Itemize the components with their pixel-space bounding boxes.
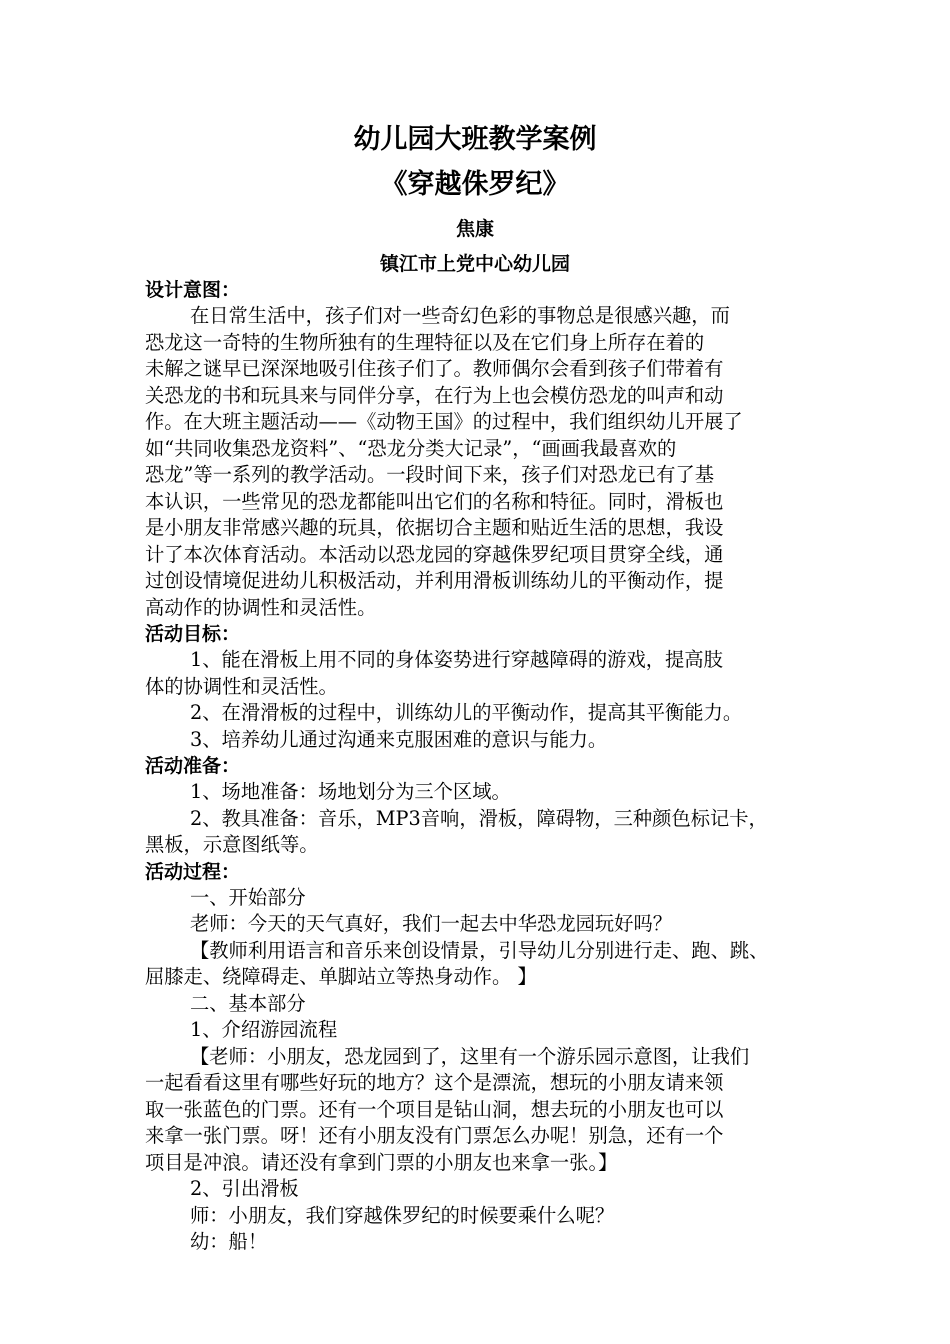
process-line: 屈膝走、绕障碍走、单脚站立等热身动作。 】 xyxy=(145,965,537,988)
paragraph-line: 是小朋友非常感兴趣的玩具，依据切合主题和贴近生活的思想，我设 xyxy=(145,516,724,539)
goal-item: 2、在滑滑板的过程中，训练幼儿的平衡动作，提高其平衡能力。 xyxy=(190,701,743,724)
paragraph-line: 作。在大班主题活动——《动物王国》的过程中，我们组织幼儿开展了 xyxy=(145,410,743,433)
process-line: 项目是冲浪。请还没有拿到门票的小朋友也来拿一张。】 xyxy=(145,1150,618,1174)
goal-item: 1、能在滑板上用不同的身体姿势进行穿越障碍的游戏，提高肢 xyxy=(190,648,723,671)
process-line: 老师：今天的天气真好，我们一起去中华恐龙园玩好吗？ xyxy=(190,912,673,935)
process-subheading: 一、开始部分 xyxy=(190,885,306,909)
process-subheading: 2、引出滑板 xyxy=(190,1177,299,1200)
title-block xyxy=(0,118,950,282)
document-title: 幼儿园大班教学案例 xyxy=(353,124,597,155)
section-heading-design-intent: 设计意图： xyxy=(145,279,241,301)
process-subheading: 二、基本部分 xyxy=(190,991,306,1015)
section-heading-preparation: 活动准备： xyxy=(145,755,241,777)
paragraph-line: 本认识，一些常见的恐龙都能叫出它们的名称和特征。同时，滑板也 xyxy=(145,489,724,513)
paragraph-line: 恐龙”等一系列的教学活动。一段时间下来，孩子们对恐龙已有了基 xyxy=(145,463,715,486)
section-heading-process: 活动过程： xyxy=(145,860,241,883)
document-body xyxy=(145,277,805,1256)
preparation-item-continuation: 黑板，示意图纸等。 xyxy=(145,833,319,856)
goal-item-continuation: 体的协调性和灵活性。 xyxy=(145,674,338,698)
author-organization: 镇江市上党中心幼儿园 xyxy=(379,253,570,275)
paragraph-line: 未解之谜早已深深地吸引住孩子们了。教师偶尔会看到孩子们带着有 xyxy=(145,357,724,380)
preparation-item: 1、场地准备：场地划分为三个区域。 xyxy=(190,780,511,803)
paragraph-line: 关恐龙的书和玩具来与同伴分享，在行为上也会模仿恐龙的叫声和动 xyxy=(145,383,724,407)
section-heading-goals: 活动目标： xyxy=(145,623,241,645)
document-subtitle: 《穿越侏罗纪》 xyxy=(380,169,570,200)
process-line: 来拿一张门票。呀！还有小朋友没有门票怎么办呢！别急，还有一个 xyxy=(145,1124,724,1147)
author-name: 焦康 xyxy=(455,218,494,240)
paragraph-line: 恐龙这一奇特的生物所独有的生理特征以及在它们身上所存在着的 xyxy=(145,330,705,354)
preparation-item: 2、教具准备：音乐，MP3音响，滑板，障碍物，三种颜色标记卡， xyxy=(190,806,768,830)
process-line: 一起看看这里有哪些好玩的地方？这个是漂流，想玩的小朋友请来领 xyxy=(145,1071,724,1094)
paragraph-line: 在日常生活中，孩子们对一些奇幻色彩的事物总是很感兴趣，而 xyxy=(190,304,730,327)
goal-item: 3、培养幼儿通过沟通来克服困难的意识与能力。 xyxy=(190,727,608,751)
process-line: 【老师：小朋友，恐龙园到了，这里有一个游乐园示意图，让我们 xyxy=(190,1044,750,1068)
process-line: 取一张蓝色的门票。还有一个项目是钻山洞，想去玩的小朋友也可以 xyxy=(145,1097,724,1121)
paragraph-line: 计了本次体育活动。本活动以恐龙园的穿越侏罗纪项目贯穿全线，通 xyxy=(145,542,724,566)
process-line: 师：小朋友，我们穿越侏罗纪的时候要乘什么呢？ xyxy=(190,1203,615,1227)
paragraph-line: 过创设情境促进幼儿积极活动，并利用滑板训练幼儿的平衡动作，提 xyxy=(145,569,724,592)
paragraph-line: 高动作的协调性和灵活性。 xyxy=(145,595,377,619)
process-line: 幼：船！ xyxy=(190,1230,268,1253)
process-line: 【教师利用语言和音乐来创设情景，引导幼儿分别进行走、跑、跳、 xyxy=(190,938,769,962)
process-subheading: 1、介绍游园流程 xyxy=(190,1018,338,1041)
paragraph-line: 如“共同收集恐龙资料”、“恐龙分类大记录”，“画画我最喜欢的 xyxy=(145,436,677,460)
